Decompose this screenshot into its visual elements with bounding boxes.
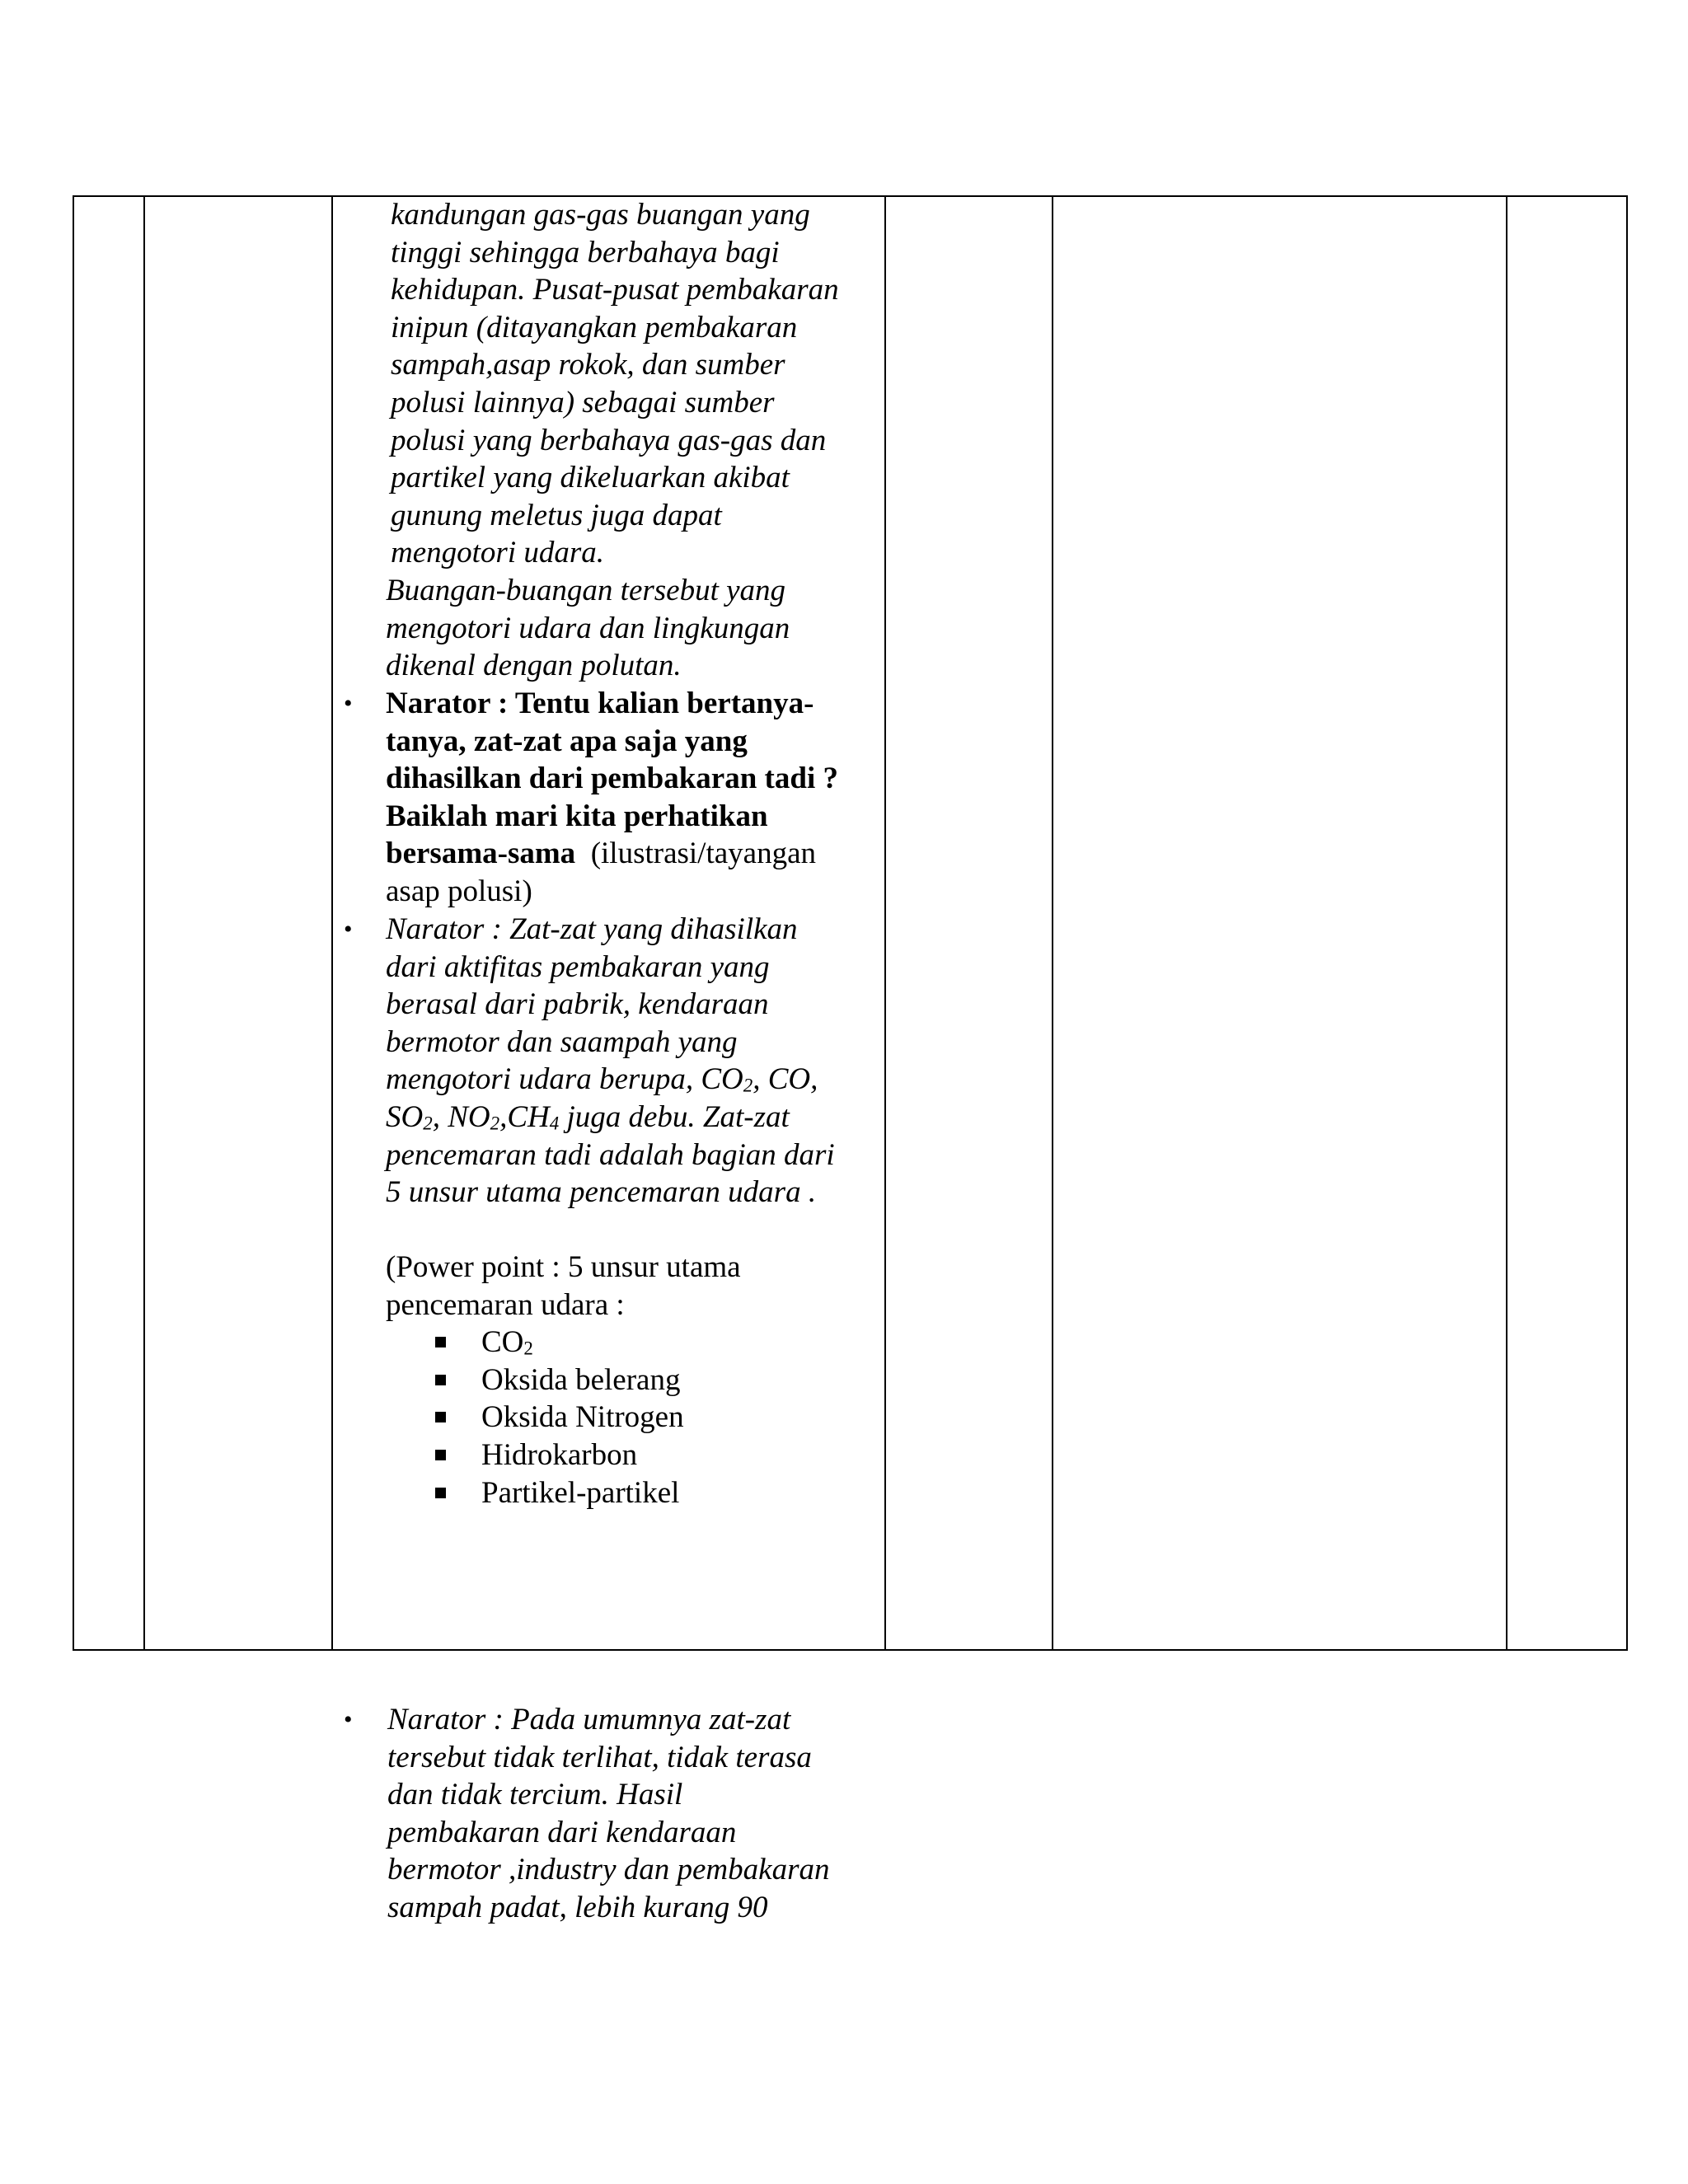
text-fragment: , NO [432,1099,490,1134]
list-item [435,1361,930,1399]
text-fragment: ,CH [499,1099,550,1134]
text-line: bermotor dan saampah yang [386,1024,738,1059]
text-line: kehidupan. Pusat-pusat pembakaran [391,273,839,307]
list-item-text [481,1324,533,1361]
paragraph-continuation [391,196,839,572]
subscript: 4 [549,1113,560,1134]
text-fragment: mengotori udara berupa, CO [386,1062,743,1097]
text-line: Narator : Zat-zat yang dihasilkan [386,912,798,946]
text-line [386,1099,835,1137]
text-line: sampah,asap rokok, dan sumber [391,348,785,382]
text-line: inipun (ditayangkan pembakaran [391,310,798,344]
text-line: bermotor ,industry dan pembakaran [387,1853,830,1887]
text-line: 5 unsur utama pencemaran udara . [386,1175,817,1210]
text-line: dari aktifitas pembakaran yang [386,949,770,984]
text-line: tanya, zat-zat apa saja yang [386,724,748,758]
bullet-dot-icon: • [344,690,353,717]
column-divider [331,197,333,1649]
text-line: pembakaran dari kendaraan [387,1815,737,1849]
text-line: polusi lainnya) sebagai sumber [391,385,775,419]
text-line: polusi yang berbahaya gas-gas dan [391,423,827,457]
text-line: dan tidak tercium. Hasil [387,1778,683,1812]
text-line: asap polusi) [386,874,532,908]
text-line [386,835,838,873]
square-bullet-icon [435,1450,446,1460]
powerpoint-block [386,1249,880,1511]
text-fragment: CO [481,1325,524,1360]
text-fragment: SO [386,1099,424,1134]
paragraph-polutan [386,572,790,685]
text-line [386,1061,835,1099]
list-item [435,1436,930,1474]
text-line: sampah padat, lebih kurang 90 [387,1890,768,1924]
text-line: dihasilkan dari pembakaran tadi ? [386,762,838,796]
list-item-text: Oksida Nitrogen [481,1400,684,1435]
column-divider [1052,197,1053,1649]
subscript: 2 [523,1338,533,1359]
list-item [435,1324,930,1361]
bullet-dot-icon: • [344,1706,353,1733]
column-divider [143,197,145,1649]
text-line: Baiklah mari kita perhatikan [386,799,768,833]
text-line: (Power point : 5 unsur utama [386,1250,741,1284]
text-fragment: juga debu. Zat-zat [559,1099,790,1134]
text-line: kandungan gas-gas buangan yang [391,198,810,232]
subscript: 2 [743,1075,753,1096]
list-item-text: Oksida belerang [481,1362,681,1397]
text-line: mengotori udara. [391,536,604,570]
text-line: mengotori udara dan lingkungan [386,611,790,645]
square-bullet-list [435,1324,930,1511]
text-line: berasal dari pabrik, kendaraan [386,987,769,1022]
square-bullet-icon [435,1337,446,1347]
column-divider [1506,197,1507,1649]
square-bullet-icon [435,1412,446,1422]
bold-text: bersama-sama [386,837,576,871]
text-line: pencemaran udara : [386,1287,625,1322]
text-line: gunung meletus juga dapat [391,498,722,532]
text-line: pencemaran tadi adalah bagian dari [386,1137,835,1172]
list-item [435,1474,930,1512]
list-item-text: Hidrokarbon [481,1437,638,1472]
text-line: partikel yang dikeluarkan akibat [391,461,790,495]
text-line: Narator : Tentu kalian bertanya- [386,687,814,720]
subscript: 2 [423,1113,433,1134]
bullet-dot-icon: • [344,916,353,943]
text-line: tinggi sehingga berbahaya bagi [391,235,780,269]
text-line: tersebut tidak terlihat, tidak terasa [387,1740,812,1774]
text-line: Narator : Pada umumnya zat-zat [387,1703,791,1736]
text-line: dikenal dengan polutan. [386,649,682,683]
list-item [435,1399,930,1436]
square-bullet-icon [435,1488,446,1498]
list-item-text: Partikel-partikel [481,1475,680,1510]
text-fragment: , CO, [753,1062,818,1097]
text-line: Buangan-buangan tersebut yang [386,574,786,607]
square-bullet-icon [435,1375,446,1385]
subscript: 2 [490,1113,500,1134]
plain-text: (ilustrasi/tayangan [575,837,816,871]
